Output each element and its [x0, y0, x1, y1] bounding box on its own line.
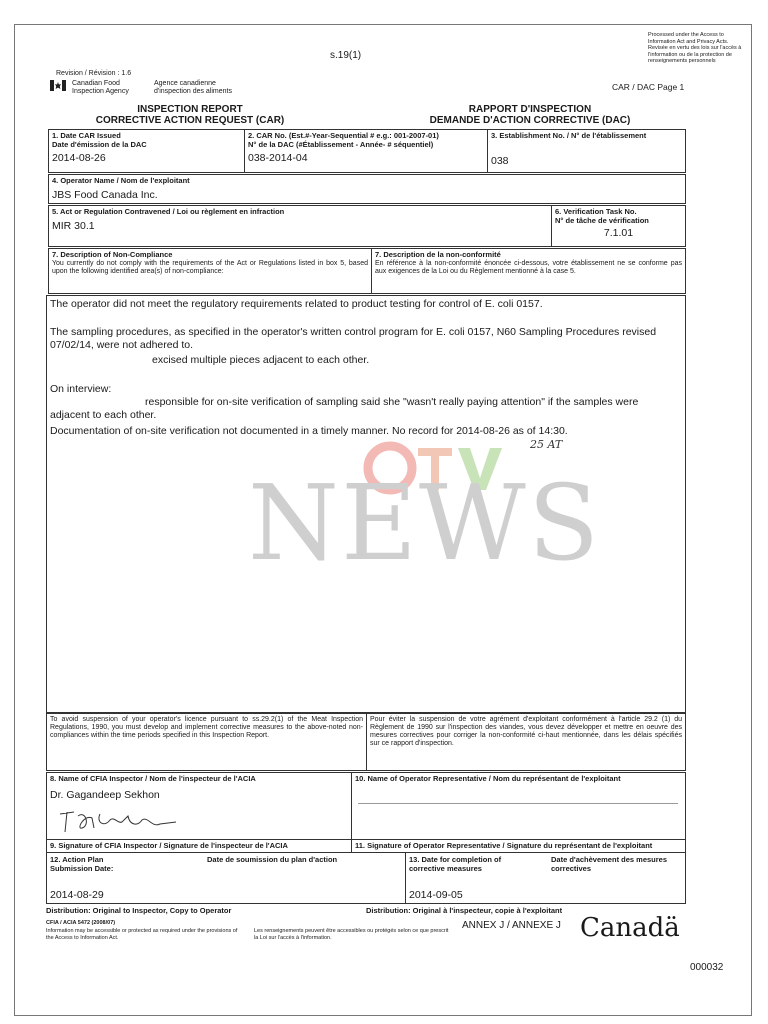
field-inspector-signature	[46, 839, 352, 853]
section-reference: s.19(1)	[330, 50, 362, 61]
signature-scribble-icon	[56, 806, 206, 836]
cfia-logo	[50, 80, 244, 96]
canada-flag-icon	[50, 80, 66, 91]
field-date-issued-label: 1. Date CAR Issued Date d'émission de la DAC	[52, 131, 147, 149]
field-act-contravened	[48, 205, 552, 247]
field-completion-date-label-en: 13. Date for completion of corrective measures	[409, 855, 502, 873]
distribution-fr: Distribution: Original à l'inspecteur, copie à l'exploitant	[366, 906, 563, 915]
title-en	[60, 104, 320, 126]
field-action-plan-date-value: 2014-08-29	[50, 889, 104, 901]
access-notice-fr: Les renseignements peuvent être accessibles ou protégés selon ce que prescrit la Loi sur l'accès à l'information.	[254, 928, 449, 941]
page-number: 000032	[690, 962, 724, 973]
operator-rep-name-line	[358, 803, 678, 804]
field-completion-date-label-fr: Date d'achèvement des mesures correctives	[551, 855, 668, 873]
field-establishment-number-label: 3. Establishment No. / N° de l'établissement	[491, 131, 647, 140]
field-verification-task-value: 7.1.01	[603, 227, 634, 239]
field-description-en-text: You currently do not comply with the requirements of the Act or Regulations listed in box 5, based upon the following identified area(s) of non-compliance:	[52, 259, 368, 275]
warning-en-text: To avoid suspension of your operator's licence pursuant to ss.29.2(1) of the Meat Inspection Regulations, 1990, you must develop and implement corrective measures to the above-noted non-compliances within the time periods specified in this Inspection Report.	[50, 716, 363, 739]
description-paragraph-2: The sampling procedures, as specified in the operator's written control program for E. coli 0157, N60 Sampling Procedures revised 07/02/14, were not adhered to.	[50, 326, 657, 351]
field-operator-rep-name-label: 10. Name of Operator Representative / Nom du représentant de l'exploitant	[355, 774, 621, 783]
field-act-contravened-value: MIR 30.1	[52, 219, 95, 232]
description-paragraph-5: Documentation of on-site verification not documented in a timely manner. No record for 2014-08-26 as of 14:30.	[50, 425, 568, 437]
field-action-plan-date-label-en: 12. Action Plan Submission Date:	[50, 855, 114, 873]
field-description-fr	[371, 248, 686, 294]
description-paragraph-1: The operator did not meet the regulatory requirements related to product testing for control of E. coli 0157.	[50, 298, 543, 310]
field-date-issued	[48, 129, 245, 173]
title-en-line1: INSPECTION REPORT	[137, 104, 243, 115]
field-operator-name-value: JBS Food Canada Inc.	[52, 188, 158, 201]
warning-en	[46, 713, 366, 771]
field-inspector-name-value: Dr. Gagandeep Sekhon	[50, 788, 160, 801]
handwritten-note: 25 AT	[530, 438, 563, 451]
field-operator-rep-signature-label: 11. Signature of Operator Representative / Signature du représentant de l'exploitant	[355, 841, 653, 850]
field-act-contravened-label: 5. Act or Regulation Contravened / Loi ou règlement en infraction	[52, 207, 285, 216]
field-completion-date	[405, 852, 686, 904]
access-notice-en: Information may be accessible or protected as required under the provisions of the Access to Information Act.	[46, 928, 238, 941]
privacy-notice: Processed under the Access to Information Act and Privacy Acts. Revisée en vertu des lois sur l'accès à l'information ou de la protection de renseignements personnels	[648, 32, 742, 64]
field-completion-date-value: 2014-09-05	[409, 889, 463, 901]
field-operator-name-label: 4. Operator Name / Nom de l'exploitant	[52, 176, 190, 185]
interview-heading: On interview:	[50, 383, 112, 395]
field-verification-task-label: 6. Verification Task No. N° de tâche de vérification	[555, 207, 649, 225]
field-car-number-label: 2. CAR No. (Est.#-Year-Sequential # e.g.: 001-2007-01) N° de la DAC (#Établissement - Année- # séquentiel)	[248, 131, 439, 149]
news-watermark: NEWS	[248, 462, 602, 584]
description-paragraph-3: excised multiple pieces adjacent to each other.	[152, 354, 370, 366]
field-operator-rep-signature	[351, 839, 686, 853]
field-action-plan-date	[46, 852, 406, 904]
field-verification-task	[551, 205, 686, 247]
form-number: CFIA / ACIA 5472 (2008/07)	[46, 920, 116, 926]
field-car-number	[244, 129, 488, 173]
field-inspector-signature-label: 9. Signature of CFIA Inspector / Signature de l'inspecteur de l'ACIA	[50, 841, 288, 850]
field-description-en	[48, 248, 372, 294]
inspector-signature	[56, 806, 206, 841]
field-inspector-name-label: 8. Name of CFIA Inspector / Nom de l'inspecteur de l'ACIA	[50, 774, 256, 783]
field-establishment-number-value: 038	[491, 155, 509, 167]
title-fr-line2: DEMANDE D'ACTION CORRECTIVE (DAC)	[429, 115, 631, 126]
field-description-en-label: 7. Description of Non-Compliance	[52, 250, 173, 259]
page-label: CAR / DAC Page 1	[612, 82, 685, 92]
field-date-issued-value: 2014-08-26	[52, 152, 106, 164]
title-fr	[400, 104, 660, 126]
canada-wordmark: Canadä	[580, 913, 680, 943]
title-en-line2: CORRECTIVE ACTION REQUEST (CAR)	[95, 115, 285, 126]
warning-fr-text: Pour éviter la suspension de votre agrément d'exploitant conformément à l'article 29.2 (1) du Règlement de 1990 sur l'inspection des viandes, vous devez développer et mettre en oeuvre des mesures correctives pour corriger la non-conformité ci-haut mentionnée, dans les délais spécifiés sur ce rapport d'inspection.	[370, 716, 682, 747]
title-fr-line1: RAPPORT D'INSPECTION	[468, 104, 592, 115]
field-establishment-number	[487, 129, 686, 173]
field-operator-rep-name	[351, 772, 686, 840]
field-description-fr-text: En référence à la non-conformité énoncée ci-dessous, votre établissement ne se conforme pas aux exigences de la Loi ou du Règlement mentionné à la case 5.	[375, 259, 682, 275]
description-paragraph-4: responsible for on-site verification of sampling said she "wasn't really paying attention" if the samples were adjacent to each other.	[50, 396, 639, 421]
agency-name-en: Canadian Food Inspection Agency	[72, 80, 129, 95]
revision-label: Revision / Révision : 1.6	[56, 70, 132, 77]
field-action-plan-date-label-fr: Date de soumission du plan d'action	[207, 855, 338, 864]
agency-name-fr: Agence canadienne d'inspection des aliments	[154, 80, 232, 95]
warning-fr	[366, 713, 686, 771]
field-car-number-value: 038-2014-04	[248, 152, 308, 164]
field-description-fr-label: 7. Description de la non-conformité	[375, 250, 501, 259]
field-operator-name	[48, 174, 686, 204]
annex-label: ANNEX J / ANNEXE J	[462, 920, 561, 931]
distribution-en: Distribution: Original to Inspector, Copy to Operator	[46, 906, 232, 915]
